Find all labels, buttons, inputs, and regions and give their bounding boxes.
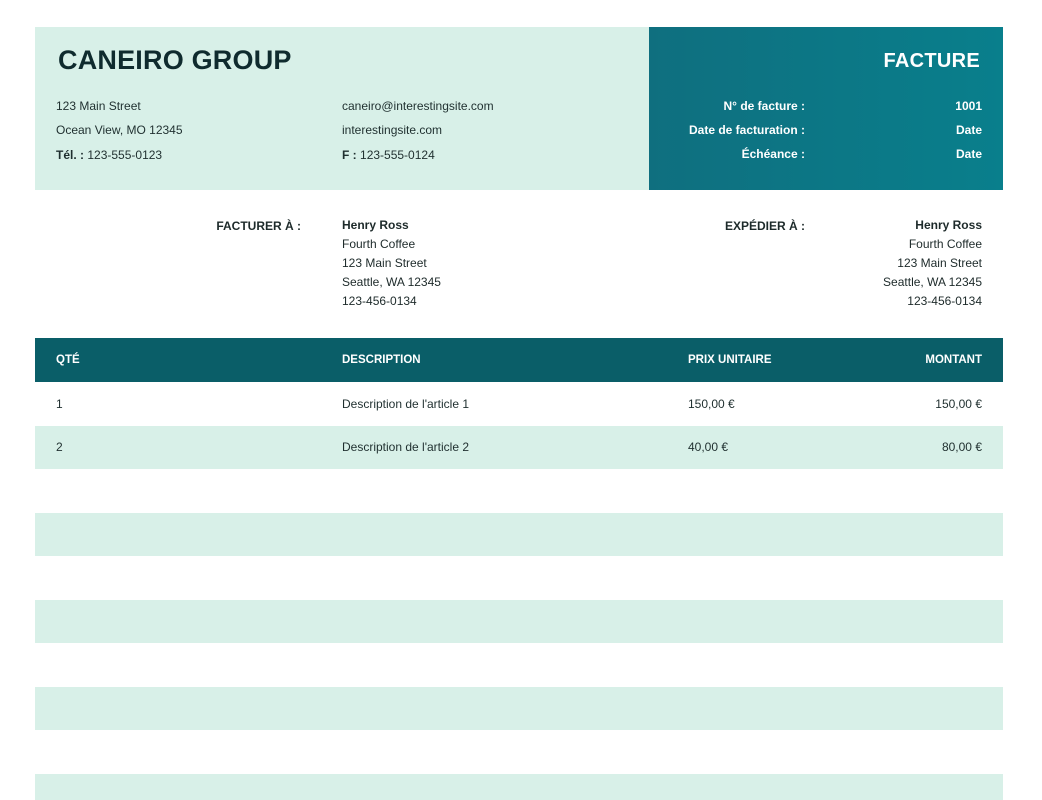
table-row [35,382,1003,426]
table-row [35,556,1003,600]
company-fax-label: F : [342,148,357,162]
invoice-date: Date [955,123,982,137]
row-qty: 2 [56,440,63,455]
ship-to-street: 123 Main Street [897,256,982,270]
row-qty: 1 [56,396,63,411]
ship-to-company: Fourth Coffee [908,237,982,251]
bill-to-label: FACTURER À : [216,219,301,233]
ship-to-label: EXPÉDIER À : [724,219,805,233]
company-phone-value: 123-555-0123 [87,148,163,162]
invoice-header [35,27,1003,190]
table-row [35,730,1003,774]
company-website: interestingsite.com [342,123,443,137]
ship-to-address [883,216,982,311]
table-row [35,513,1003,557]
row-amount: 80,00 € [941,440,982,455]
invoice-date-label: Date de facturation : [688,123,805,137]
invoice-title: FACTURE [883,50,980,72]
bill-to-address [342,216,441,311]
company-fax [342,148,435,162]
header-unit-price: PRIX UNITAIRE [688,354,772,366]
company-fax-value: 123-555-0124 [360,148,435,162]
ship-to-phone: 123-456-0134 [907,294,982,308]
bill-to-phone: 123-456-0134 [342,294,417,308]
bill-to-street: 123 Main Street [342,256,427,270]
row-unit-price: 150,00 € [688,396,735,411]
header-amount: MONTANT [925,354,982,366]
ship-to-name: Henry Ross [915,218,982,232]
invoice-due: Date [955,147,982,161]
table-row [35,469,1003,513]
bill-to-name: Henry Ross [342,218,409,232]
header-description: DESCRIPTION [342,354,421,366]
company-address-line1: 123 Main Street [56,99,141,113]
company-phone [56,148,162,162]
table-row [35,774,1003,800]
invoice-meta-panel [649,27,1003,190]
company-email: caneiro@interestingsite.com [342,99,494,113]
bill-to-city: Seattle, WA 12345 [342,275,441,289]
table-header [35,338,1003,382]
row-description: Description de l'article 1 [342,396,470,411]
company-info-panel [35,27,649,190]
company-phone-label: Tél. : [56,148,85,162]
bill-to-company: Fourth Coffee [342,237,416,251]
table-row [35,426,1003,470]
header-qty: QTÉ [56,354,80,366]
table-row [35,600,1003,644]
row-description: Description de l'article 2 [342,440,470,455]
company-name: CANEIRO GROUP [58,45,292,75]
invoice-number-label: N° de facture : [723,99,805,113]
table-row [35,643,1003,687]
company-address-line2: Ocean View, MO 12345 [56,123,183,137]
ship-to-city: Seattle, WA 12345 [883,275,982,289]
invoice-number: 1001 [955,99,982,113]
row-unit-price: 40,00 € [688,440,729,455]
items-table [35,338,1003,800]
row-amount: 150,00 € [935,396,982,411]
table-row [35,687,1003,731]
invoice-due-label: Échéance : [741,147,805,161]
